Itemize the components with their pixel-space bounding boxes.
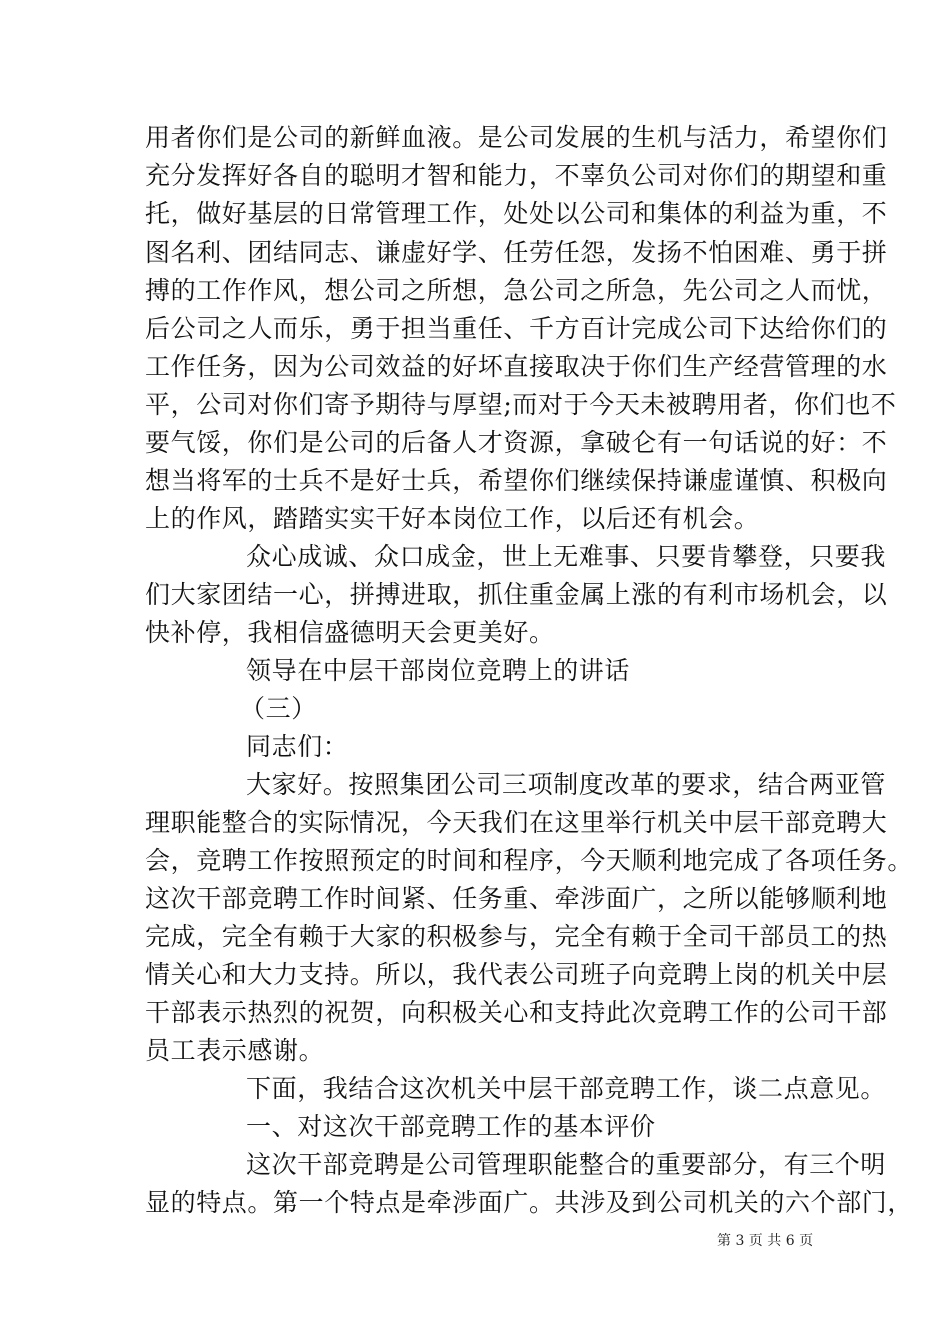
body-line: 托，做好基层的日常管理工作，处处以公司和集体的利益为重，不 — [145, 199, 888, 228]
body-line: 想当将军的士兵不是好士兵，希望你们继续保持谦虚谨慎、积极向 — [145, 466, 888, 495]
body-line: 这次干部竞聘工作时间紧、任务重、牵涉面广，之所以能够顺利地 — [145, 884, 888, 913]
body-line: 情关心和大力支持。所以，我代表公司班子向竞聘上岗的机关中层 — [145, 960, 888, 989]
body-line: 后公司之人而乐，勇于担当重任、千方百计完成公司下达给你们的 — [145, 314, 888, 343]
body-line: 大家好。按照集团公司三项制度改革的要求，结合两亚管 — [246, 770, 887, 799]
body-line: 员工表示感谢。 — [145, 1036, 325, 1065]
body-line: 下面，我结合这次机关中层干部竞聘工作，谈二点意见。 — [246, 1074, 887, 1103]
body-line: 们大家团结一心，拼搏进取，抓住重金属上涨的有利市场机会，以 — [145, 580, 888, 609]
body-line: 理职能整合的实际情况，今天我们在这里举行机关中层干部竞聘大 — [145, 808, 888, 837]
body-line: 图名利、团结同志、谦虚好学、任劳任怨，发扬不怕困难、勇于拼 — [145, 238, 888, 267]
body-line: 众心成诚、众口成金，世上无难事、只要肯攀登，只要我 — [246, 542, 887, 571]
body-line: 显的特点。第一个特点是牵涉面广。共涉及到公司机关的六个部门， — [145, 1188, 914, 1217]
body-line: 用者你们是公司的新鲜血液。是公司发展的生机与活力，希望你们 — [145, 123, 888, 152]
section-number: （三） — [240, 694, 317, 723]
body-line: 完成，完全有赖于大家的积极参与，完全有赖于全司干部员工的热 — [145, 922, 888, 951]
section-heading: 一、对这次干部竞聘工作的基本评价 — [246, 1112, 656, 1141]
body-line: 会，竞聘工作按照预定的时间和程序，今天顺利地完成了各项任务。 — [145, 846, 914, 875]
body-line: 要气馁，你们是公司的后备人才资源，拿破仑有一句话说的好：不 — [145, 428, 888, 457]
body-line: 干部表示热烈的祝贺，向积极关心和支持此次竞聘工作的公司干部 — [145, 998, 888, 1027]
body-line: 平，公司对你们寄予期待与厚望;而对于今天未被聘用者，你们也不 — [145, 390, 897, 419]
body-line: 快补停，我相信盛德明天会更美好。 — [145, 618, 555, 647]
page-number: 第 3 页 共 6 页 — [717, 1233, 814, 1249]
body-line: 工作任务，因为公司效益的好坏直接取决于你们生产经营管理的水 — [145, 352, 888, 381]
salutation: 同志们： — [246, 732, 349, 761]
body-line: 搏的工作作风，想公司之所想，急公司之所急，先公司之人而忧， — [145, 276, 888, 305]
body-line: 充分发挥好各自的聪明才智和能力，不辜负公司对你们的期望和重 — [145, 161, 888, 190]
section-title: 领导在中层干部岗位竞聘上的讲话 — [246, 656, 631, 685]
body-line: 这次干部竞聘是公司管理职能整合的重要部分，有三个明 — [246, 1150, 887, 1179]
body-line: 上的作风，踏踏实实干好本岗位工作，以后还有机会。 — [145, 504, 760, 533]
